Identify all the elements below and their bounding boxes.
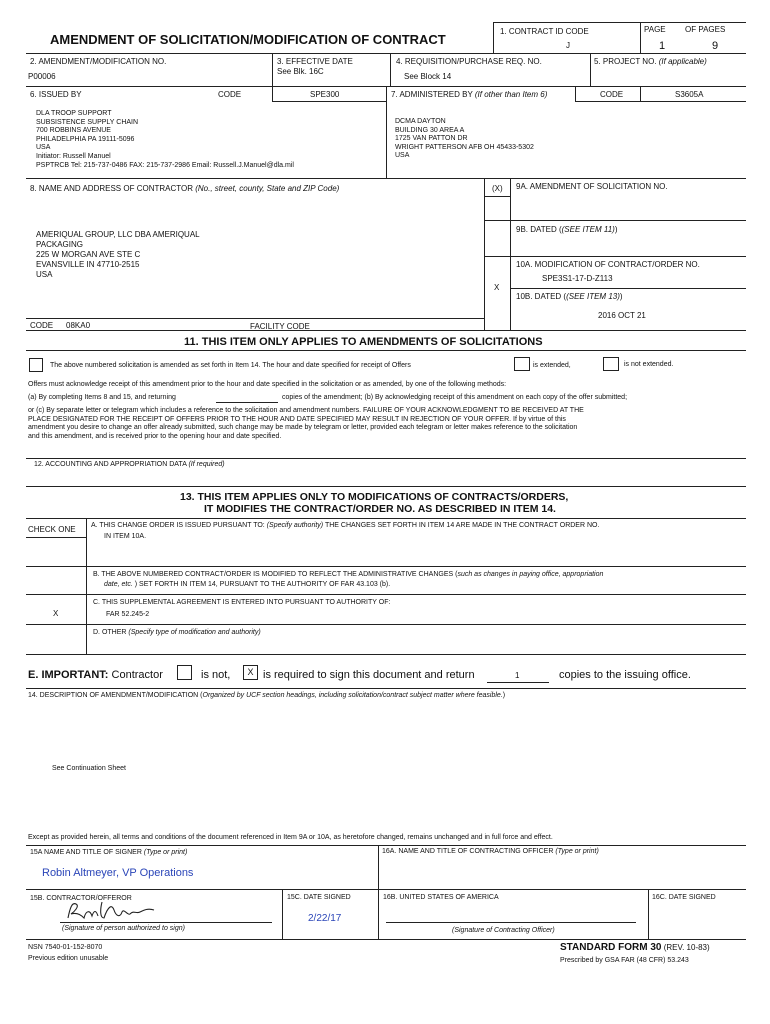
- is-extended-checkbox[interactable]: [514, 357, 530, 371]
- option-d-line: D. OTHER (Specify type of modification and authority): [93, 629, 261, 636]
- item-9b-label: 9B. DATED ((SEE ITEM 11)): [516, 225, 618, 234]
- option-b-line-1: B. THE ABOVE NUMBERED CONTRACT/ORDER IS MODIFIED TO REFLECT THE ADMINISTRATIVE CHANGES (such as changes in paying office, appropriation: [93, 571, 604, 578]
- section-11-heading: 11. THIS ITEM ONLY APPLIES TO AMENDMENTS OF SOLICITATIONS: [184, 336, 543, 348]
- issued-code-label: CODE: [218, 90, 242, 99]
- contractor-signature-image: [62, 896, 158, 924]
- accounting-data-label: 12. ACCOUNTING AND APPROPRIATION DATA (If required): [34, 461, 225, 468]
- effective-date-label: 3. EFFECTIVE DATE: [277, 57, 353, 66]
- option-b-line-2: date, etc. ) SET FORTH IN ITEM 14, PURSUANT TO THE AUTHORITY OF FAR 43.103 (b).: [104, 581, 391, 588]
- officer-date-signed-label: 16C. DATE SIGNED: [652, 894, 716, 901]
- contractor-offeror-label: 15B. CONTRACTOR/OFFEROR: [30, 895, 132, 902]
- signature-caption: (Signature of person authorized to sign): [62, 925, 185, 932]
- except-text: Except as provided herein, all terms and conditions of the document referenced in Item 9A or 10A, as heretofore changed, remains unchanged and in full force and effect.: [28, 834, 553, 841]
- section-13-heading-1: 13. THIS ITEM APPLIES ONLY TO MODIFICATIONS OF CONTRACTS/ORDERS,: [180, 491, 569, 503]
- requisition-value: See Block 14: [404, 72, 452, 81]
- issued-by-label: 6. ISSUED BY: [30, 90, 82, 99]
- contract-id-value: J: [566, 41, 570, 50]
- is-not-extended-label: is not extended.: [624, 361, 674, 368]
- is-required-check-mark: X: [247, 667, 254, 677]
- administered-code-label: CODE: [600, 90, 624, 99]
- x-column-label: (X): [492, 184, 503, 193]
- amendment-no-value: P00006: [28, 72, 56, 81]
- amendment-no-label: 2. AMENDMENT/MODIFICATION NO.: [30, 57, 167, 66]
- item-10a-mark: X: [494, 283, 500, 292]
- option-a-line-1: A. THIS CHANGE ORDER IS ISSUED PURSUANT TO: (Specify authority) THE CHANGES SET FORTH IN ITEM 14 ARE MADE IN THE CONTRACT ORDER NO.: [91, 522, 600, 529]
- option-c-line-2: FAR 52.245-2: [106, 611, 150, 618]
- contractor-address: AMERIQUAL GROUP, LLC DBA AMERIQUAL PACKAGING 225 W MORGAN AVE STE C EVANSVILLE IN 47710-2515 USA: [36, 230, 200, 279]
- page-label: PAGE: [644, 25, 666, 34]
- officer-label: 16A. NAME AND TITLE OF CONTRACTING OFFICER (Type or print): [382, 848, 599, 855]
- administered-by-label: 7. ADMINISTERED BY (If other than Item 6): [391, 90, 548, 99]
- signer-label: 15A NAME AND TITLE OF SIGNER (Type or print): [30, 849, 188, 856]
- is-required-checkbox[interactable]: [243, 665, 258, 680]
- copies-value: 1: [515, 671, 520, 680]
- item-10a-label: 10A. MODIFICATION OF CONTRACT/ORDER NO.: [516, 260, 700, 269]
- item-10b-label: 10B. DATED ((SEE ITEM 13)): [516, 292, 623, 301]
- previous-edition-note: Previous edition unusable: [28, 955, 109, 962]
- page-value: 1: [659, 40, 666, 52]
- is-extended-label: is extended,: [533, 362, 571, 369]
- contractor-label: 8. NAME AND ADDRESS OF CONTRACTOR (No., street, county, State and ZIP Code): [30, 184, 340, 193]
- description-label: 14. DESCRIPTION OF AMENDMENT/MODIFICATION (Organized by UCF section headings, including solicitation/contract subject matter where feasible.): [28, 692, 506, 699]
- option-a-line-2: IN ITEM 10A.: [104, 533, 147, 540]
- date-signed-label: 15C. DATE SIGNED: [287, 894, 351, 901]
- item-10b-value: 2016 OCT 21: [598, 311, 646, 320]
- contractor-code-value: 08KA0: [66, 321, 91, 330]
- prescribed-by: Prescribed by GSA FAR (48 CFR) 53.243: [560, 957, 689, 964]
- effective-date-value: See Blk. 16C: [277, 67, 324, 76]
- requisition-label: 4. REQUISITION/PURCHASE REQ. NO.: [396, 57, 542, 66]
- section-11-paragraph: or (c) By separate letter or telegram which includes a reference to the solicitation and amendment numbers. FAILURE OF YOUR ACKNOWLEDGMENT TO BE RECEIVED AT THE PLACE DESIGNATED FOR THE RECEIPT OF OFFERS PRIOR TO THE HOUR AND DATE SPECIFIED MAY RESULT IN REJECTION OF YOUR OFFER. If by virtue of this amendment you desire to change an offer already submitted, such change may be made by telegram or letter, provided each telegram or letter makes reference to the solicitation and this amendment, and is received prior to the opening hour and date specified.: [28, 407, 584, 440]
- contractor-code-label: CODE: [30, 321, 54, 330]
- item-10a-value: SPE3S1-17-D-Z113: [542, 274, 613, 283]
- copies-suffix: copies to the issuing office.: [559, 669, 691, 681]
- section-13-heading-2: IT MODIFIES THE CONTRACT/ORDER NO. AS DESCRIBED IN ITEM 14.: [204, 503, 556, 515]
- item-9a-label: 9A. AMENDMENT OF SOLICITATION NO.: [516, 182, 668, 191]
- facility-code-label: FACILITY CODE: [250, 322, 310, 331]
- of-pages-label: OF PAGES: [685, 25, 726, 34]
- section-11-line-1: The above numbered solicitation is amended as set forth in Item 14. The hour and date specified for receipt of Offers: [50, 362, 411, 369]
- is-required-label: is required to sign this document and return: [263, 669, 475, 681]
- administered-by-address: DCMA DAYTON BUILDING 30 AREA A 1725 VAN PATTON DR WRIGHT PATTERSON AFB OH 45433-5302 USA: [395, 118, 534, 160]
- option-c-line-1: C. THIS SUPPLEMENTAL AGREEMENT IS ENTERED INTO PURSUANT TO AUTHORITY OF:: [93, 599, 391, 606]
- pages-value: 9: [712, 40, 719, 52]
- description-body: See Continuation Sheet: [52, 765, 126, 772]
- offers-amended-checkbox[interactable]: [29, 358, 43, 372]
- important-line: E. IMPORTANT: Contractor: [28, 669, 163, 681]
- administered-code-value: S3605A: [675, 90, 704, 99]
- is-not-extended-checkbox[interactable]: [603, 357, 619, 371]
- is-not-checkbox[interactable]: [177, 665, 192, 680]
- section-11-line-3b: copies of the amendment; (b) By acknowledging receipt of this amendment on each copy of the offer submitted;: [282, 394, 628, 401]
- contract-id-label: 1. CONTRACT ID CODE: [500, 27, 589, 36]
- issued-code-value: SPE300: [310, 90, 340, 99]
- nsn-number: NSN 7540-01-152-8070: [28, 944, 103, 951]
- officer-signature-caption: (Signature of Contracting Officer): [452, 927, 555, 934]
- form-title: AMENDMENT OF SOLICITATION/MODIFICATION OF CONTRACT: [50, 32, 446, 47]
- date-signed-value: 2/22/17: [308, 913, 342, 924]
- section-11-line-3a: (a) By completing Items 8 and 15, and returning: [28, 394, 176, 401]
- standard-form-label: STANDARD FORM 30 (REV. 10-83): [560, 942, 710, 953]
- issued-by-address: DLA TROOP SUPPORT SUBSISTENCE SUPPLY CHAIN 700 ROBBINS AVENUE PHILADELPHIA PA 19111-5096 USA Initiator: Russell Manuel PSPTRCB Tel: 215-737-0486 FAX: 215-737-2986 Email: Russell.J.Manuel@dla.mil: [36, 110, 294, 169]
- project-no-label: 5. PROJECT NO. (If applicable): [594, 57, 707, 66]
- option-c-mark: X: [53, 609, 59, 618]
- check-one-label: CHECK ONE: [28, 525, 76, 534]
- usa-label: 16B. UNITED STATES OF AMERICA: [383, 894, 499, 901]
- is-not-label: is not,: [201, 669, 231, 681]
- signer-name: Robin Altmeyer, VP Operations: [42, 867, 194, 879]
- section-11-line-2: Offers must acknowledge receipt of this amendment prior to the hour and date specified in the solicitation or as amended, by one of the following methods:: [28, 381, 507, 388]
